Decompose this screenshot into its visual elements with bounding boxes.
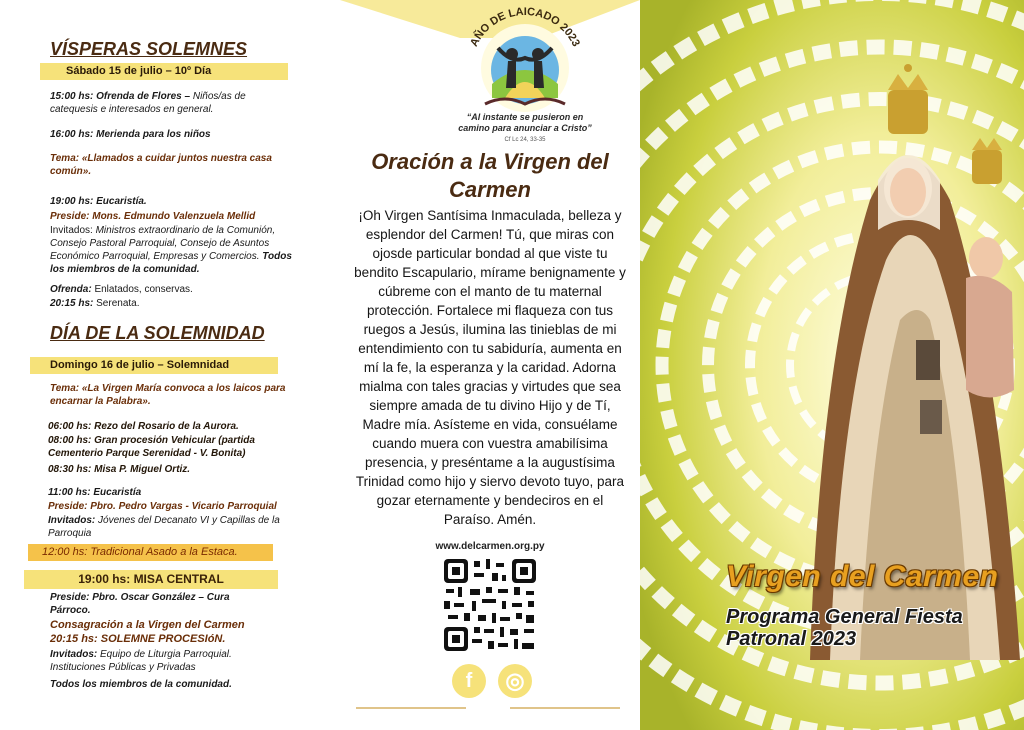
visperas-tema: Tema: «Llamados a cuidar juntos nuestra casa común». (50, 153, 272, 177)
solemne-procesion: 20:15 hs: SOLEMNE PROCESIóN. (50, 633, 226, 645)
laicado-logo-icon (450, 6, 600, 114)
solemnidad-heading: DÍA DE LA SOLEMNIDAD (50, 323, 265, 343)
solemnidad-preside: Preside: Pbro. Pedro Vargas - Vicario Parroquial (48, 501, 277, 512)
facebook-icon[interactable]: f (452, 664, 486, 698)
solemnidad-procesion-vehicular: 08:00 hs: Gran procesión Vehicular (partida Cementerio Parque Serenidad - V. Bonita) (48, 435, 255, 459)
asado-band: 12:00 hs: Tradicional Asado a la Estaca. (28, 544, 273, 561)
misa-invitados: Invitados: Equipo de Liturgia Parroquial. Instituciones Públicas y Privadas (50, 649, 232, 673)
logo-arc-text: AÑO DE LAICADO 2023 (468, 6, 582, 49)
visperas-serenata: 20:15 hs: Serenata. (50, 298, 140, 309)
visperas-invitados: Invitados: Ministros extraordinario de la Comunión, Consejo Pastoral Parroquial, Consejo de Asuntos Económico Parroquial, Empresas y Comercios. Todos los miembros de la comunidad. (50, 225, 292, 275)
visperas-eucaristia: 19:00 hs: Eucaristía. (50, 196, 147, 207)
prayer-title: Oración a la Virgen del Carmen (371, 149, 609, 202)
prayer-text: ¡Oh Virgen Santísima Inmaculada, belleza y esplendor del Carmen! Tú, que miras con ojosde particular bondad al que viste tu bendito Escapulario, mírame benignamente y cúbreme con el manto de tu maternal protección. Fortalece mi flaqueza con tus ruegos a Jesús, ilumina las tinieblas de mi entendimiento con tu sabiduría, aumenta en mí la fe, la esperanza y la caridad. Adorna mialma con tales gracias y virtudes que sea siempre amada de tu divino Hijo y de Tí, Madre mía. Asísteme en vida, consuélame cuando muera con vuestra amabilísima presencia, y preséntame a la augustísima Trinidad como hijo y siervo devoto tuyo, para gozar eternamente y bendeciros en el Paraíso. Amén. (354, 208, 626, 527)
cover-panel (640, 0, 1024, 730)
middle-panel (340, 0, 640, 730)
qr-code-icon[interactable] (442, 557, 538, 653)
misa-preside: Preside: Pbro. Oscar González – Cura Párroco. (50, 592, 230, 616)
left-panel (0, 0, 340, 730)
footer-divider-left (356, 707, 466, 709)
visperas-heading: VÍSPERAS SOLEMNES (50, 39, 248, 59)
solemnidad-invitados: Invitados: Jóvenes del Decanato VI y Capillas de la Parroquia (48, 515, 280, 539)
website-link[interactable]: www.delcarmen.org.py (435, 541, 545, 552)
cover-subtitle: Programa General Fiesta Patronal 2023 (726, 606, 963, 650)
instagram-icon[interactable]: ◎ (498, 664, 532, 698)
logo-verse: “Al instante se pusieron en camino para anunciar a Cristo” (458, 112, 592, 133)
logo-verse-ref: Cf Lc 24, 33-35 (504, 137, 546, 143)
solemnidad-eucaristia: 11:00 hs: Eucaristía (48, 487, 142, 498)
cover-title: Virgen del Carmen (726, 560, 999, 593)
visperas-preside: Preside: Mons. Edmundo Valenzuela Mellid (50, 211, 256, 222)
solemnidad-tema: Tema: «La Virgen María convoca a los laicos para encarnar la Palabra». (50, 383, 286, 407)
solemnidad-misa-ortiz: 08:30 hs: Misa P. Miguel Ortiz. (48, 464, 191, 475)
solemnidad-rosario: 06:00 hs: Rezo del Rosario de la Aurora. (48, 421, 239, 432)
consagracion: Consagración a la Virgen del Carmen (50, 619, 245, 631)
visperas-item-flores: 15:00 hs: Ofrenda de Flores – Niños/as de catequesis e interesados en general. (50, 91, 246, 115)
visperas-date-band: Sábado 15 de julio – 10º Día (40, 63, 288, 80)
misa-central-band: 19:00 hs: MISA CENTRAL (24, 570, 278, 589)
visperas-ofrenda: Ofrenda: Enlatados, conservas. (50, 284, 193, 295)
visperas-item-merienda: 16:00 hs: Merienda para los niños (50, 129, 211, 140)
solemnidad-date-band: Domingo 16 de julio – Solemnidad (30, 357, 278, 374)
misa-todos: Todos los miembros de la comunidad. (50, 679, 232, 690)
footer-divider-right (510, 707, 620, 709)
